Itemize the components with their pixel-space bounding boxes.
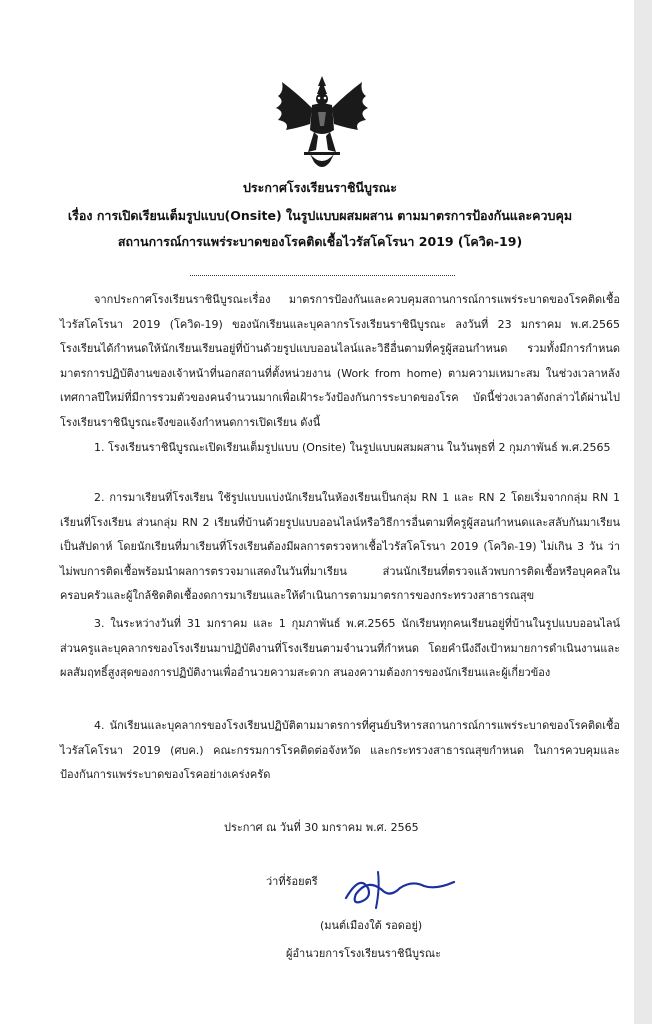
paragraph-item-4: 4. นักเรียนและบุคลากรของโรงเรียนปฏิบัติตามมาตรการที่ศูนย์บริหารสถานการณ์การแพร่ระบาดของโรคติดเชื้อไวรัสโคโรนา 2019 (ศบค.) คณะกรรมการโรคติดต่อจังหวัด และกระทรวงสาธารณสุขกำหนด ในการควบคุมและป้องกันการแพร่ระบาดของโรคอย่างเคร่งครัด	[60, 719, 620, 781]
paragraph-item-3: 3. ในระหว่างวันที่ 31 มกราคม และ 1 กุมภาพันธ์ พ.ศ.2565 นักเรียนทุกคนเรียนอยู่ที่บ้านในรูปแบบออนไลน์ ส่วนครูและบุคลากรของโรงเรียนมาปฏิบัติงานที่โรงเรียนตามจำนวนที่กำหนด โดยคำนึงถึงเป้าหมายการดำเนินงานและผลสัมฤทธิ์สูงสุดของการปฏิบัติงานเพื่ออำนวยความสะดวก สนองความต้องการของนักเรียนและผู้เกี่ยวข้อง	[60, 617, 620, 679]
date-line: ประกาศ ณ วันที่ 30 มกราคม พ.ศ. 2565	[224, 821, 419, 834]
acting-rank: ว่าที่ร้อยตรี	[266, 875, 318, 888]
subject-line-2: สถานการณ์การแพร่ระบาดของโรคติดเชื้อไวรัสโคโรนา 2019 (โควิด-19)	[117, 234, 523, 249]
paragraph-item-2: 2. การมาเรียนที่โรงเรียน ใช้รูปแบบแบ่งนักเรียนในห้องเรียนเป็นกลุ่ม RN 1 และ RN 2 โดยเริ่มจากกลุ่ม RN 1 เรียนที่โรงเรียน ส่วนกลุ่ม RN 2 เรียนที่บ้านด้วยรูปแบบออนไลน์หรือวิธีการอื่นตามที่ครูผู้สอนกำหนดและสลับกันมาเรียนเป็นสัปดาห์ โดยนักเรียนที่มาเรียนที่โรงเรียนต้องมีผลการตรวจหาเชื้อไวรัสโคโรนา 2019 (โควิด-19) ไม่เกิน 3 วัน ว่าไม่พบการติดเชื้อพร้อมนำผลการตรวจมาแสดงในวันที่มาเรียน ส่วนนักเรียนที่ตรวจแล้วพบการติดเชื้อหรือบุคคลในครอบครัวและผู้ใกล้ชิดติดเชื้องดการมาเรียนและให้ดำเนินการตามมาตรการของกระทรวงสาธารณสุข	[60, 491, 620, 602]
viewer-side-strip	[634, 0, 652, 1024]
paragraph-item-1: 1. โรงเรียนราชินีบูรณะเปิดเรียนเต็มรูปแบบ (Onsite) ในรูปแบบผสมผสาน ในวันพุธที่ 2 กุมภาพันธ์ พ.ศ.2565	[94, 441, 611, 454]
signature-mark	[338, 868, 458, 912]
paragraph-intro: จากประกาศโรงเรียนราชินีบูรณะเรื่อง มาตรการป้องกันและควบคุมสถานการณ์การแพร่ระบาดของโรคติดเชื้อไวรัสโคโรนา 2019 (โควิด-19) ของนักเรียนและบุคลากรโรงเรียนราชินีบูรณะ ลงวันที่ 23 มกราคม พ.ศ.2565 โรงเรียนได้กำหนดให้นักเรียนเรียนอยู่ที่บ้านด้วยรูปแบบออนไลน์และวิธีอื่นตามที่ครูผู้สอนกำหนด รวมทั้งมีการกำหนดมาตรการปฏิบัติงานของเจ้าหน้าที่นอกสถานที่ตั้งหน่วยงาน (Work from home) ตามความเหมาะสม ในช่วงเวลาหลังเทศกาลปีใหม่ที่มีการรวมตัวของคนจำนวนมากเพื่อเฝ้าระวังป้องกันการระบาดของโรค บัดนี้ช่วงเวลาดังกล่าวได้ผ่านไป โรงเรียนราชินีบูรณะจึงขอแจ้งกำหนดการเปิดเรียน ดังนี้	[60, 293, 620, 429]
separator-dotted-line	[190, 275, 455, 276]
subject-line-1: เรื่อง การเปิดเรียนเต็มรูปแบบ(Onsite) ในรูปแบบผสมผสาน ตามมาตรการป้องกันและควบคุม	[67, 208, 573, 223]
garuda-emblem-icon	[268, 72, 376, 176]
announcement-header: ประกาศโรงเรียนราชินีบูรณะ	[243, 180, 397, 195]
signer-title: ผู้อำนวยการโรงเรียนราชินีบูรณะ	[286, 947, 442, 960]
signer-name: (มนต์เมืองใต้ รอดอยู่)	[320, 919, 423, 932]
